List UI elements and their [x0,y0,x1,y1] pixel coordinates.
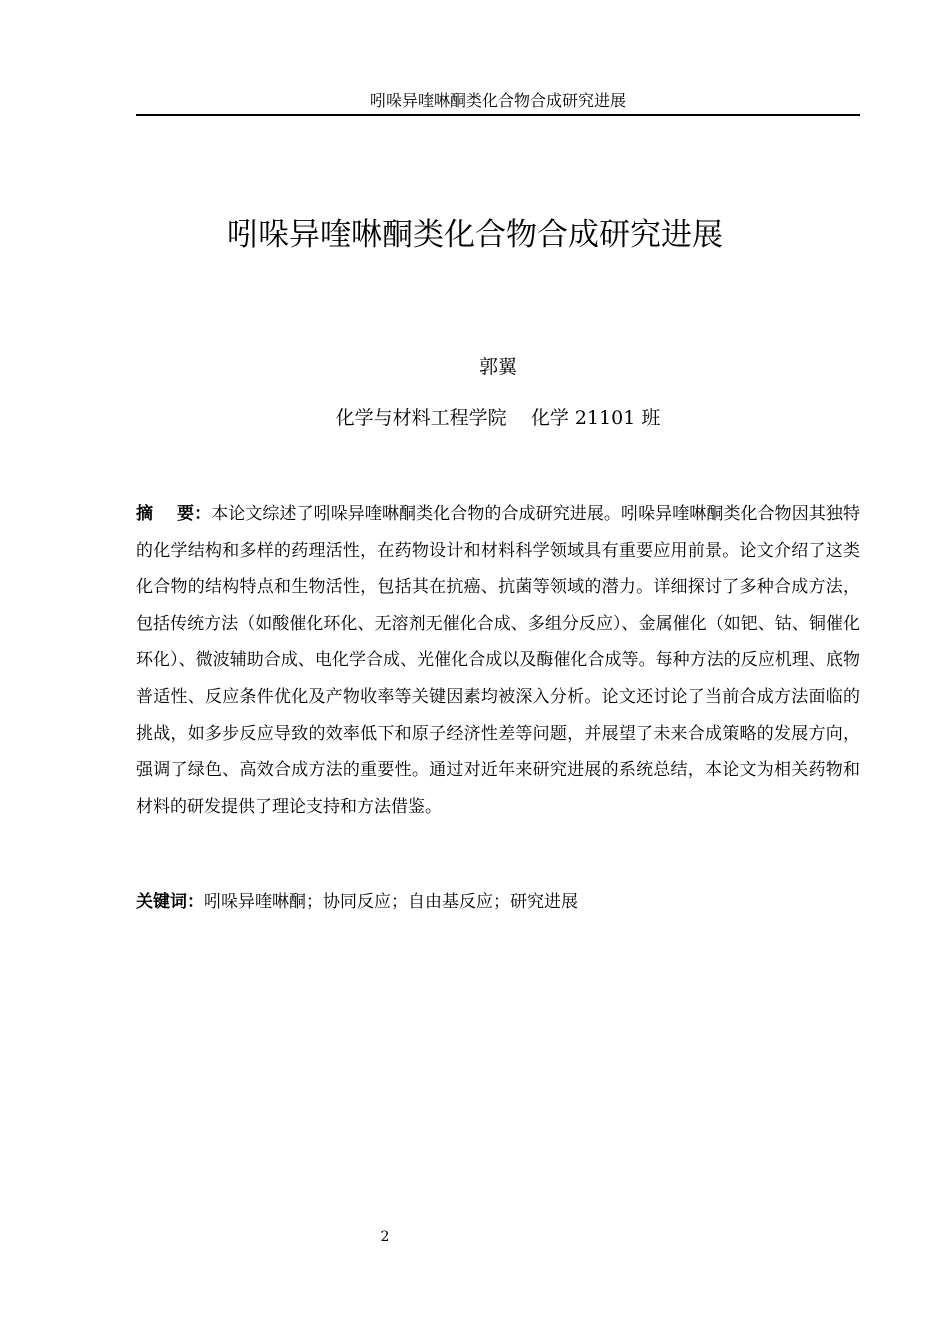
keywords-text: 吲哚异喹啉酮；协同反应；自由基反应；研究进展 [204,892,578,912]
abstract [136,496,860,825]
abstract-label: 摘 要： [136,504,212,524]
running-header: 吲哚异喹啉酮类化合物合成研究进展 [369,91,626,110]
header-rule [136,114,860,116]
keywords [136,884,860,920]
keywords-label: 关键词： [136,892,204,912]
author-affiliation: 化学与材料工程学院 化学 21101 班 [335,407,661,429]
author-name: 郭翼 [478,356,517,378]
paper-title: 吲哚异喹啉酮类化合物合成研究进展 [227,217,723,253]
page-number: 2 [380,1229,390,1245]
abstract-text: 本论文综述了吲哚异喹啉酮类化合物的合成研究进展。吲哚异喹啉酮类化合物因其独特的化学结构和多样的药理活性，在药物设计和材料科学领域具有重要应用前景。论文介绍了这类化合物的结构特点和生物活性，包括其在抗癌、抗菌等领域的潜力。详细探讨了多种合成方法，包括传统方法（如酸催化环化、无溶剂无催化合成、多组分反应）、金属催化（如钯、钴、铜催化环化）、微波辅助合成、电化学合成、光催化合成以及酶催化合成等。每种方法的反应机理、底物普适性、反应条件优化及产物收率等关键因素均被深入分析。论文还讨论了当前合成方法面临的挑战，如多步反应导致的效率低下和原子经济性差等问题，并展望了未来合成策略的发展方向，强调了绿色、高效合成方法的重要性。通过对近年来研究进展的系统总结，本论文为相关药物和材料的研发提供了理论支持和方法借鉴。 [136,504,860,817]
